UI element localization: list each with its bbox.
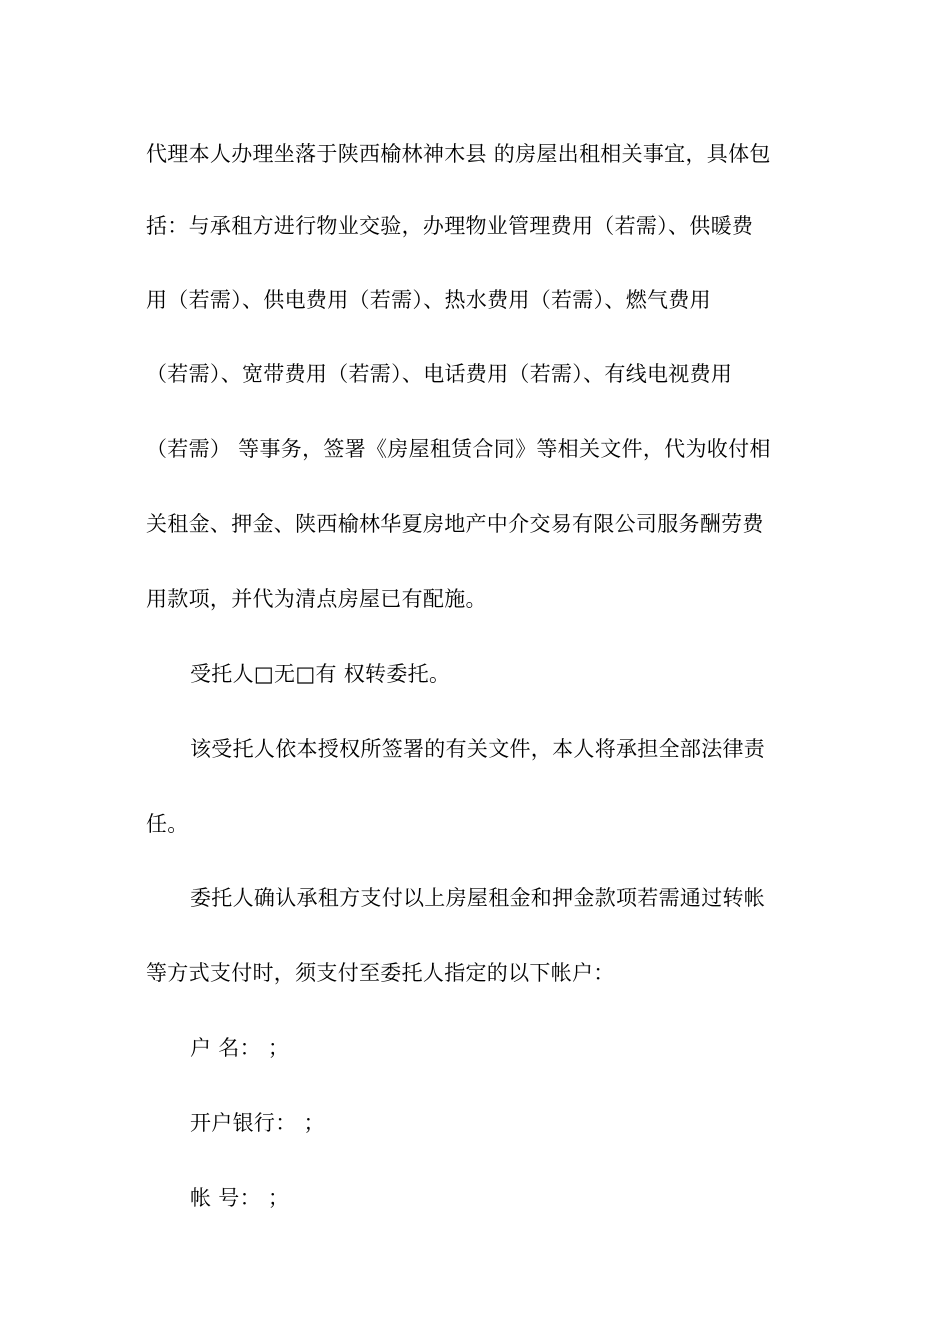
paragraph-1-line-2: 括：与承租方进行物业交验，办理物业管理费用（若需）、供暖费 — [146, 214, 754, 238]
paragraph-3-line-2: 任。 — [146, 812, 189, 836]
paragraph-3-line-1: 该受托人依本授权所签署的有关文件，本人将承担全部法律责 — [190, 737, 766, 761]
paragraph-1-line-3: 用（若需）、供电费用（若需）、热水费用（若需）、燃气费用 — [146, 288, 711, 312]
paragraph-1-line-4: （若需）、宽带费用（若需）、电话费用（若需）、有线电视费用 — [146, 362, 733, 386]
paragraph-1-line-7: 用款项，并代为清点房屋已有配施。 — [146, 587, 487, 611]
account-bank-line: 开户银行： ； — [190, 1111, 325, 1135]
paragraph-1-line-1: 代理本人办理坐落于陕西榆林神木县 的房屋出租相关事宜，具体包 — [146, 142, 771, 166]
paragraph-2-line-1: 受托人□无□有 权转委托。 — [190, 662, 451, 686]
account-name-line: 户 名： ； — [190, 1036, 290, 1060]
paragraph-4-line-1: 委托人确认承租方支付以上房屋租金和押金款项若需通过转帐 — [190, 886, 766, 910]
account-number-line: 帐 号： ； — [190, 1186, 290, 1210]
paragraph-1-line-6: 关租金、押金、陕西榆林华夏房地产中介交易有限公司服务酬劳费 — [146, 512, 764, 536]
paragraph-4-line-2: 等方式支付时，须支付至委托人指定的以下帐户： — [146, 961, 615, 985]
paragraph-1-line-5: （若需） 等事务，签署《房屋租赁合同》等相关文件，代为收付相 — [146, 437, 771, 461]
